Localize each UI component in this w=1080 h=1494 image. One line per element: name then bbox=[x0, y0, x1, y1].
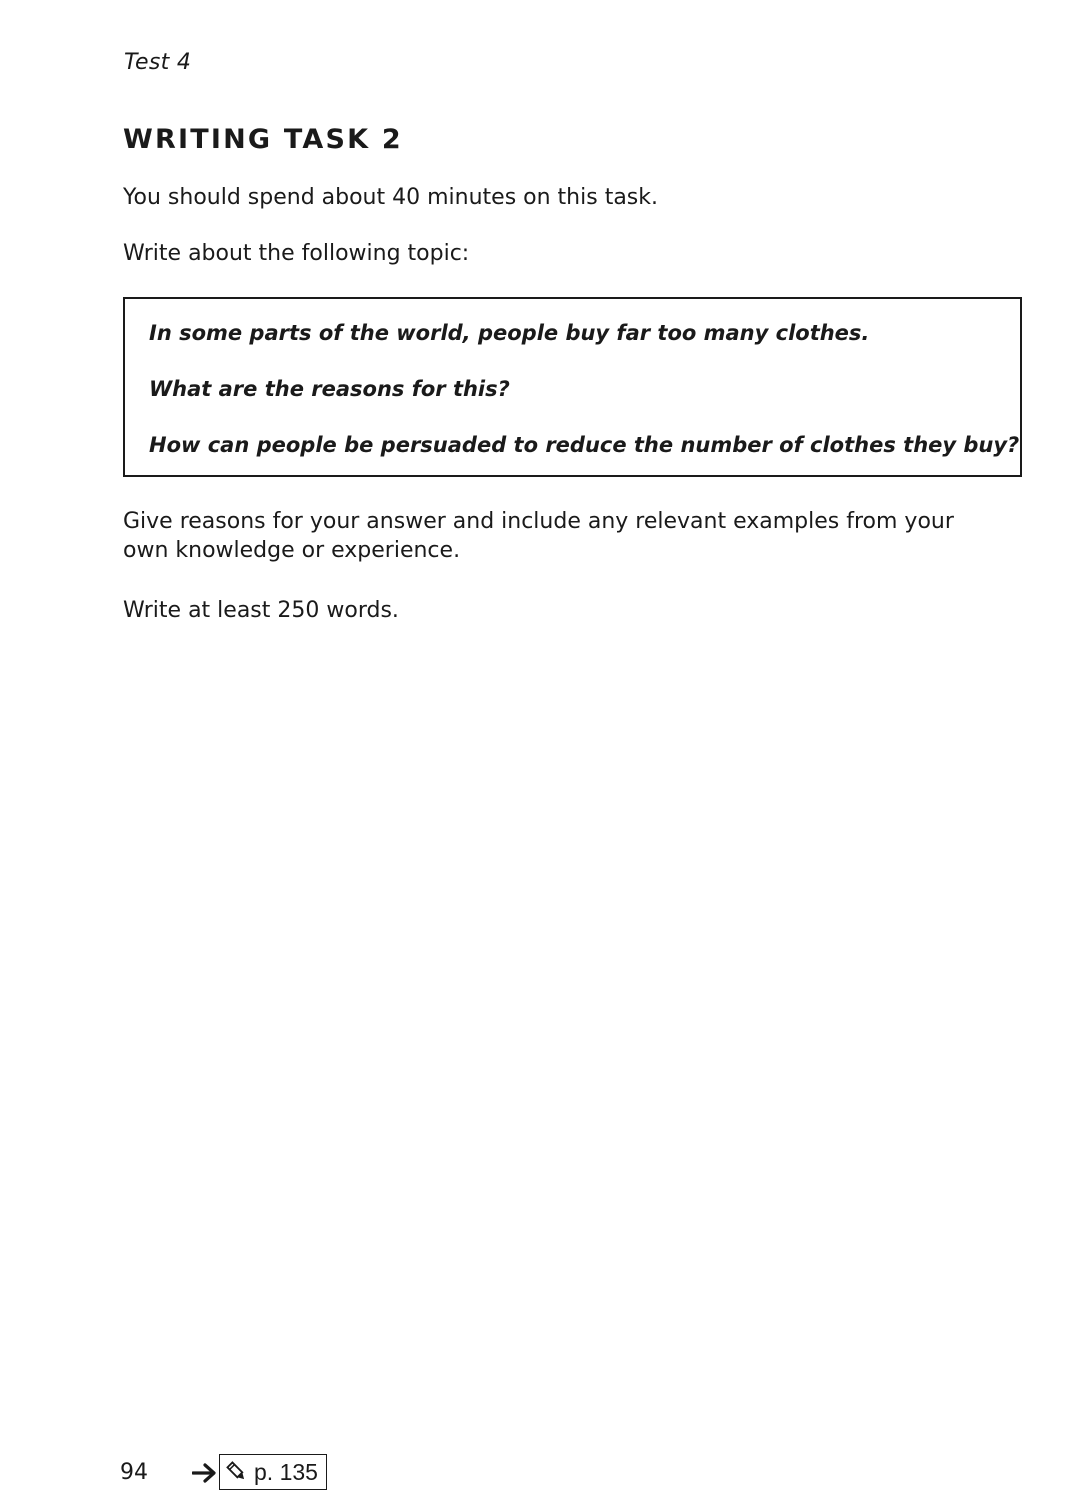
prompt-box bbox=[123, 297, 1022, 477]
prompt-question-2: How can people be persuaded to reduce the number of clothes they buy? bbox=[149, 433, 1020, 457]
word-count-instruction: Write at least 250 words. bbox=[123, 598, 399, 623]
pencil-icon bbox=[226, 1461, 248, 1483]
right-arrow-icon bbox=[192, 1462, 218, 1484]
running-head: Test 4 bbox=[124, 50, 192, 75]
cross-reference-link[interactable] bbox=[219, 1454, 327, 1490]
page-footer bbox=[120, 1454, 440, 1494]
reasons-instruction: Give reasons for your answer and include any relevant examples from your own knowledge or experience. bbox=[123, 509, 954, 563]
prompt-question-1: What are the reasons for this? bbox=[149, 377, 510, 401]
topic-instruction: Write about the following topic: bbox=[123, 241, 470, 266]
page-number: 94 bbox=[120, 1460, 148, 1485]
task-title: WRITING TASK 2 bbox=[123, 124, 403, 155]
prompt-statement: In some parts of the world, people buy far too many clothes. bbox=[149, 321, 870, 345]
reference-page: p. 135 bbox=[254, 1458, 318, 1485]
time-instruction: You should spend about 40 minutes on this task. bbox=[123, 185, 658, 210]
